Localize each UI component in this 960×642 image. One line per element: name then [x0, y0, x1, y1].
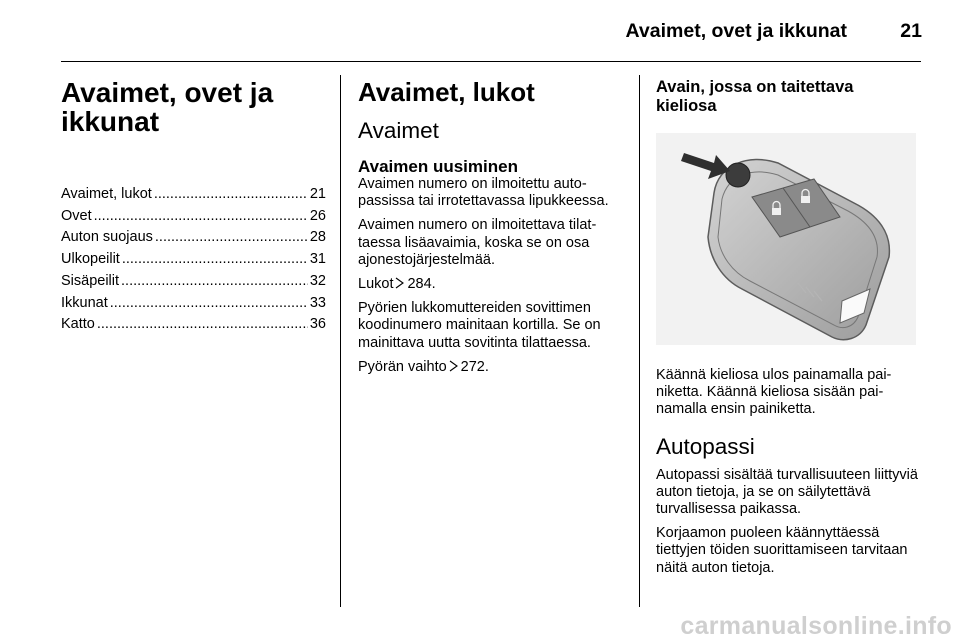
toc-column [61, 78, 326, 336]
running-header-title: Avaimet, ovet ja ikkunat [625, 20, 847, 42]
section-title: Autopassi [656, 433, 755, 459]
header-rule [61, 61, 921, 62]
paragraph: Korjaamon puoleen käännyttäessä tiettyjen töiden suorittamiseen tarvitaan näitä auton tietoja. [656, 525, 908, 576]
toc-entry[interactable]: Auton suojaus ..... 28 [61, 227, 326, 249]
watermark: carmanualsonline.info [680, 612, 952, 640]
topic-title: Avain, jossa on taitettava kieliosa [656, 78, 854, 115]
column-divider-left [340, 75, 341, 607]
toc-entry[interactable]: Sisäpeilit ..... 32 [61, 271, 326, 293]
page-reference-arrow-icon [449, 360, 458, 372]
toc-entry[interactable]: Avaimet, lukot ..... 21 [61, 184, 326, 206]
toc-entry[interactable]: Ulkopeilit ..... 31 [61, 249, 326, 271]
topic-title: Avaimen uusiminen [358, 157, 518, 176]
cross-reference[interactable]: Pyörän vaihto 272. [358, 358, 489, 375]
paragraph: Autopassi sisältää turvallisuuteen liittyviä auton tietoja, ja se on säilytettävä turvallisessa paikassa. [656, 466, 918, 518]
main-column [358, 78, 623, 383]
page-number: 21 [900, 20, 922, 42]
chapter-title: Avaimet, ovet ja ikkunat [61, 77, 274, 137]
paragraph: Avaimen numero on ilmoitettu autopassissa tai irrotettavassa lipukkeessa. [358, 176, 609, 210]
paragraph: Avaimen numero on ilmoitettava tilattaessa lisäavaimia, koska se on osa ajonestojärjestelmää. [358, 217, 597, 268]
page-reference-arrow-icon [395, 277, 404, 289]
column-divider-right [639, 75, 640, 607]
toc-entry[interactable]: Ikkunat ..... 33 [61, 293, 326, 315]
paragraph: Pyörien lukkomuttereiden sovittimen koodinumero mainitaan kortilla. Se on mainittava uutta sovitinta tilattaessa. [358, 300, 601, 351]
section-title: Avaimet, lukot [358, 77, 535, 107]
cross-reference[interactable]: Lukot 284. [358, 276, 436, 293]
toc-entry[interactable]: Ovet ..... 26 [61, 206, 326, 228]
toc-entry[interactable]: Katto ..... 36 [61, 314, 326, 336]
subsection-title: Avaimet [358, 118, 439, 143]
right-column [656, 78, 924, 584]
table-of-contents [61, 184, 326, 336]
image-caption: Käännä kieliosa ulos painamalla painiketta. Käännä kieliosa sisään painamalla ensin painiketta. [656, 367, 892, 418]
folding-key-illustration [656, 133, 916, 345]
